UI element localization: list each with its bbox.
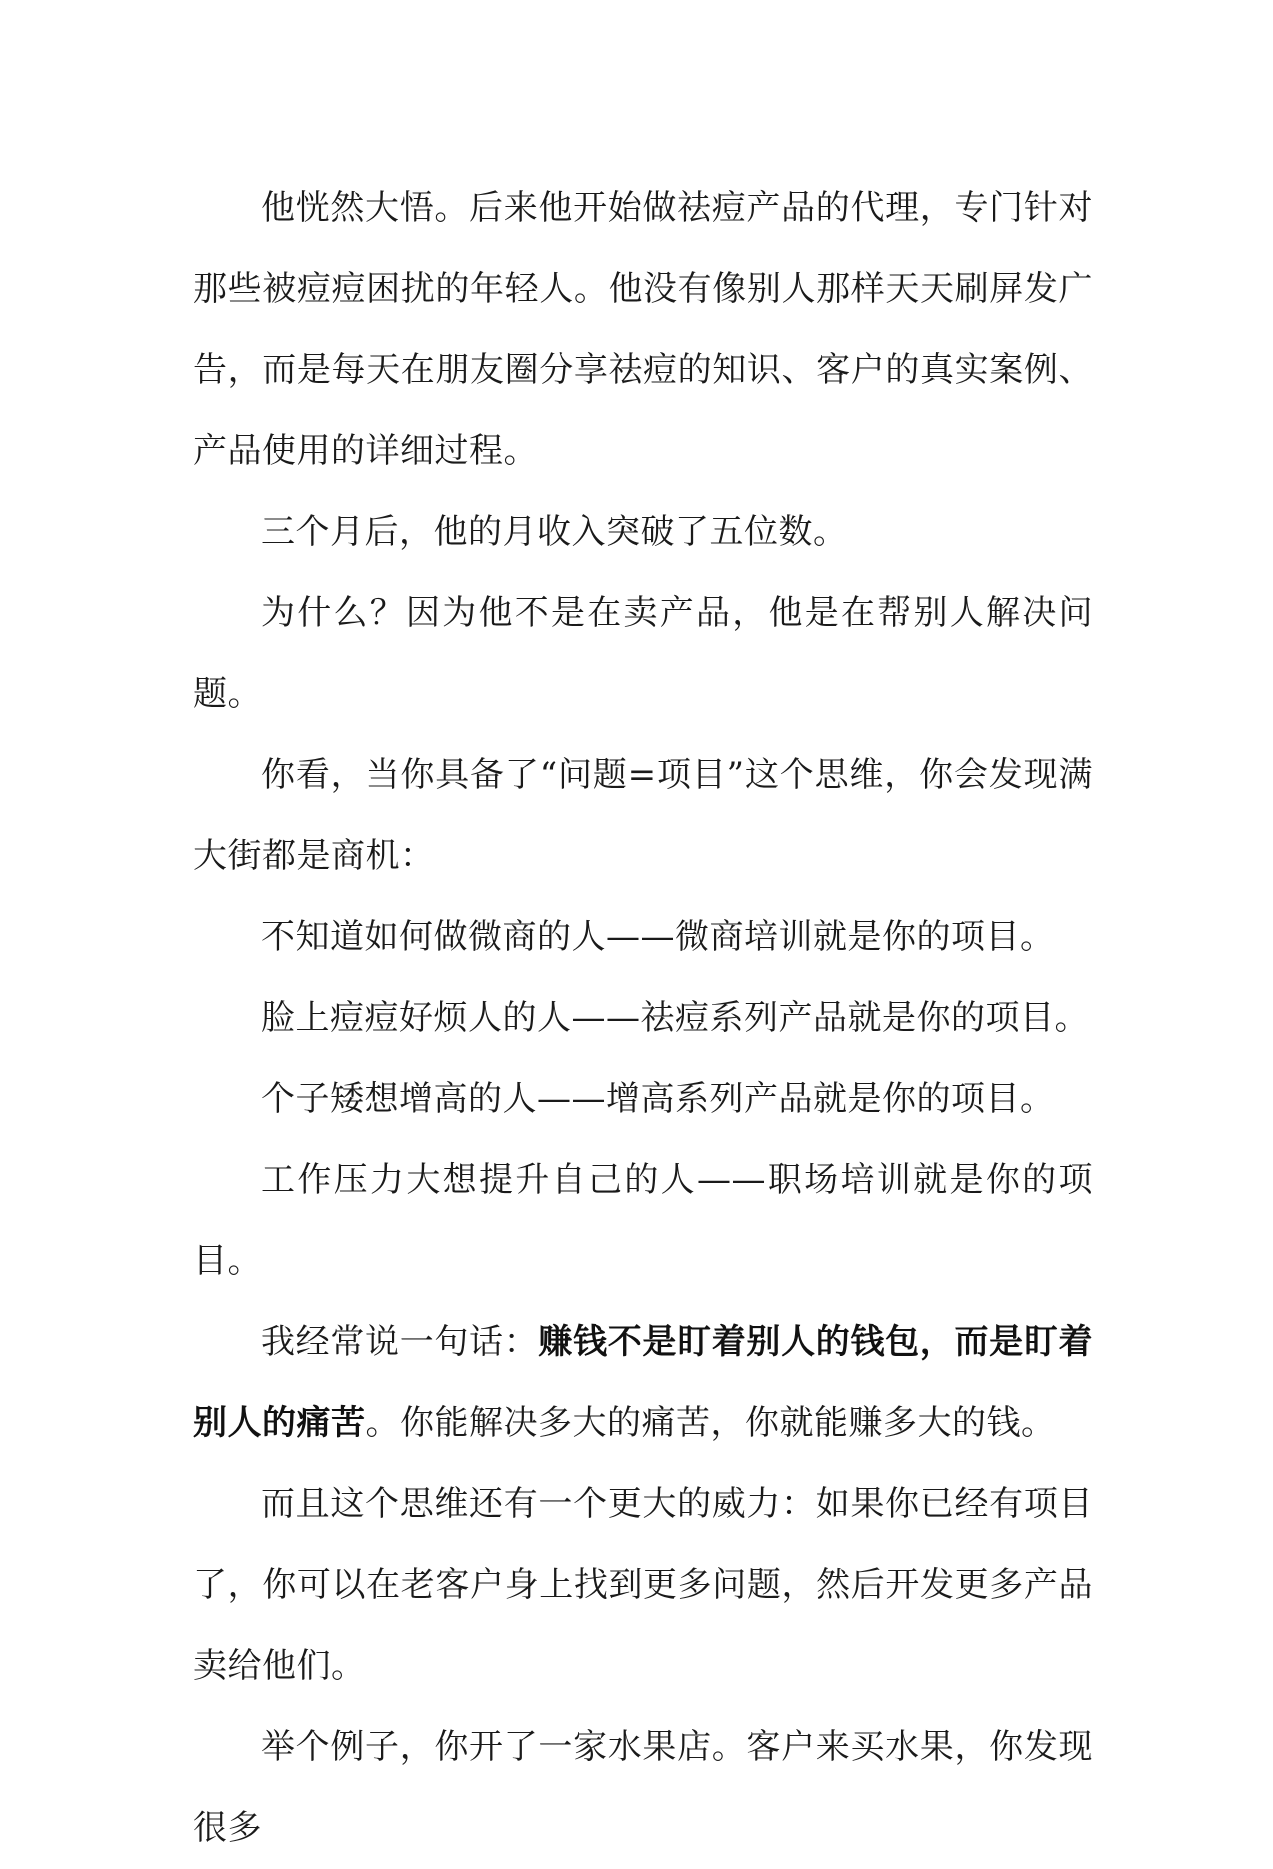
paragraph-text: 个子矮想增高的人——增高系列产品就是你的项目。 <box>261 1079 1055 1119</box>
paragraph-text: 你看，当你具备了“问题=项目”这个思维，你会发现满大街都是商机： <box>193 755 1093 876</box>
paragraph-text: 。你能解决多大的痛苦，你就能赚多大的钱。 <box>365 1403 1056 1443</box>
paragraph <box>193 978 1093 1059</box>
bold-emphasis: 赚钱不是盯着别人的钱包，而是盯着别人的痛苦 <box>193 1322 1093 1443</box>
paragraph <box>193 1059 1093 1140</box>
paragraph <box>193 1707 1093 1869</box>
paragraph-text: 而且这个思维还有一个更大的威力：如果你已经有项目了，你可以在老客户身上找到更多问题，然后开发更多产品卖给他们。 <box>193 1484 1093 1686</box>
paragraph-text: 三个月后，他的月收入突破了五位数。 <box>261 512 848 552</box>
paragraph <box>193 1464 1093 1707</box>
paragraph-text: 他恍然大悟。后来他开始做祛痘产品的代理，专门针对那些被痘痘困扰的年轻人。他没有像别人那样天天刷屏发广告，而是每天在朋友圈分享祛痘的知识、客户的真实案例、产品使用的详细过程。 <box>193 188 1093 471</box>
paragraph <box>193 1140 1093 1302</box>
paragraph-text: 举个例子，你开了一家水果店。客户来买水果，你发现很多 <box>193 1727 1093 1848</box>
paragraph <box>193 492 1093 573</box>
document-body <box>193 168 1093 1869</box>
paragraph-text: 工作压力大想提升自己的人——职场培训就是你的项目。 <box>193 1160 1093 1281</box>
paragraph <box>193 897 1093 978</box>
paragraph <box>193 168 1093 492</box>
paragraph-with-emphasis <box>193 1302 1093 1464</box>
paragraph <box>193 573 1093 735</box>
paragraph-text: 我经常说一句话： <box>261 1322 539 1362</box>
paragraph <box>193 735 1093 897</box>
paragraph-text: 脸上痘痘好烦人的人——祛痘系列产品就是你的项目。 <box>261 998 1089 1038</box>
paragraph-text: 为什么？因为他不是在卖产品，他是在帮别人解决问题。 <box>193 593 1093 714</box>
paragraph-text: 不知道如何做微商的人——微商培训就是你的项目。 <box>261 917 1055 957</box>
